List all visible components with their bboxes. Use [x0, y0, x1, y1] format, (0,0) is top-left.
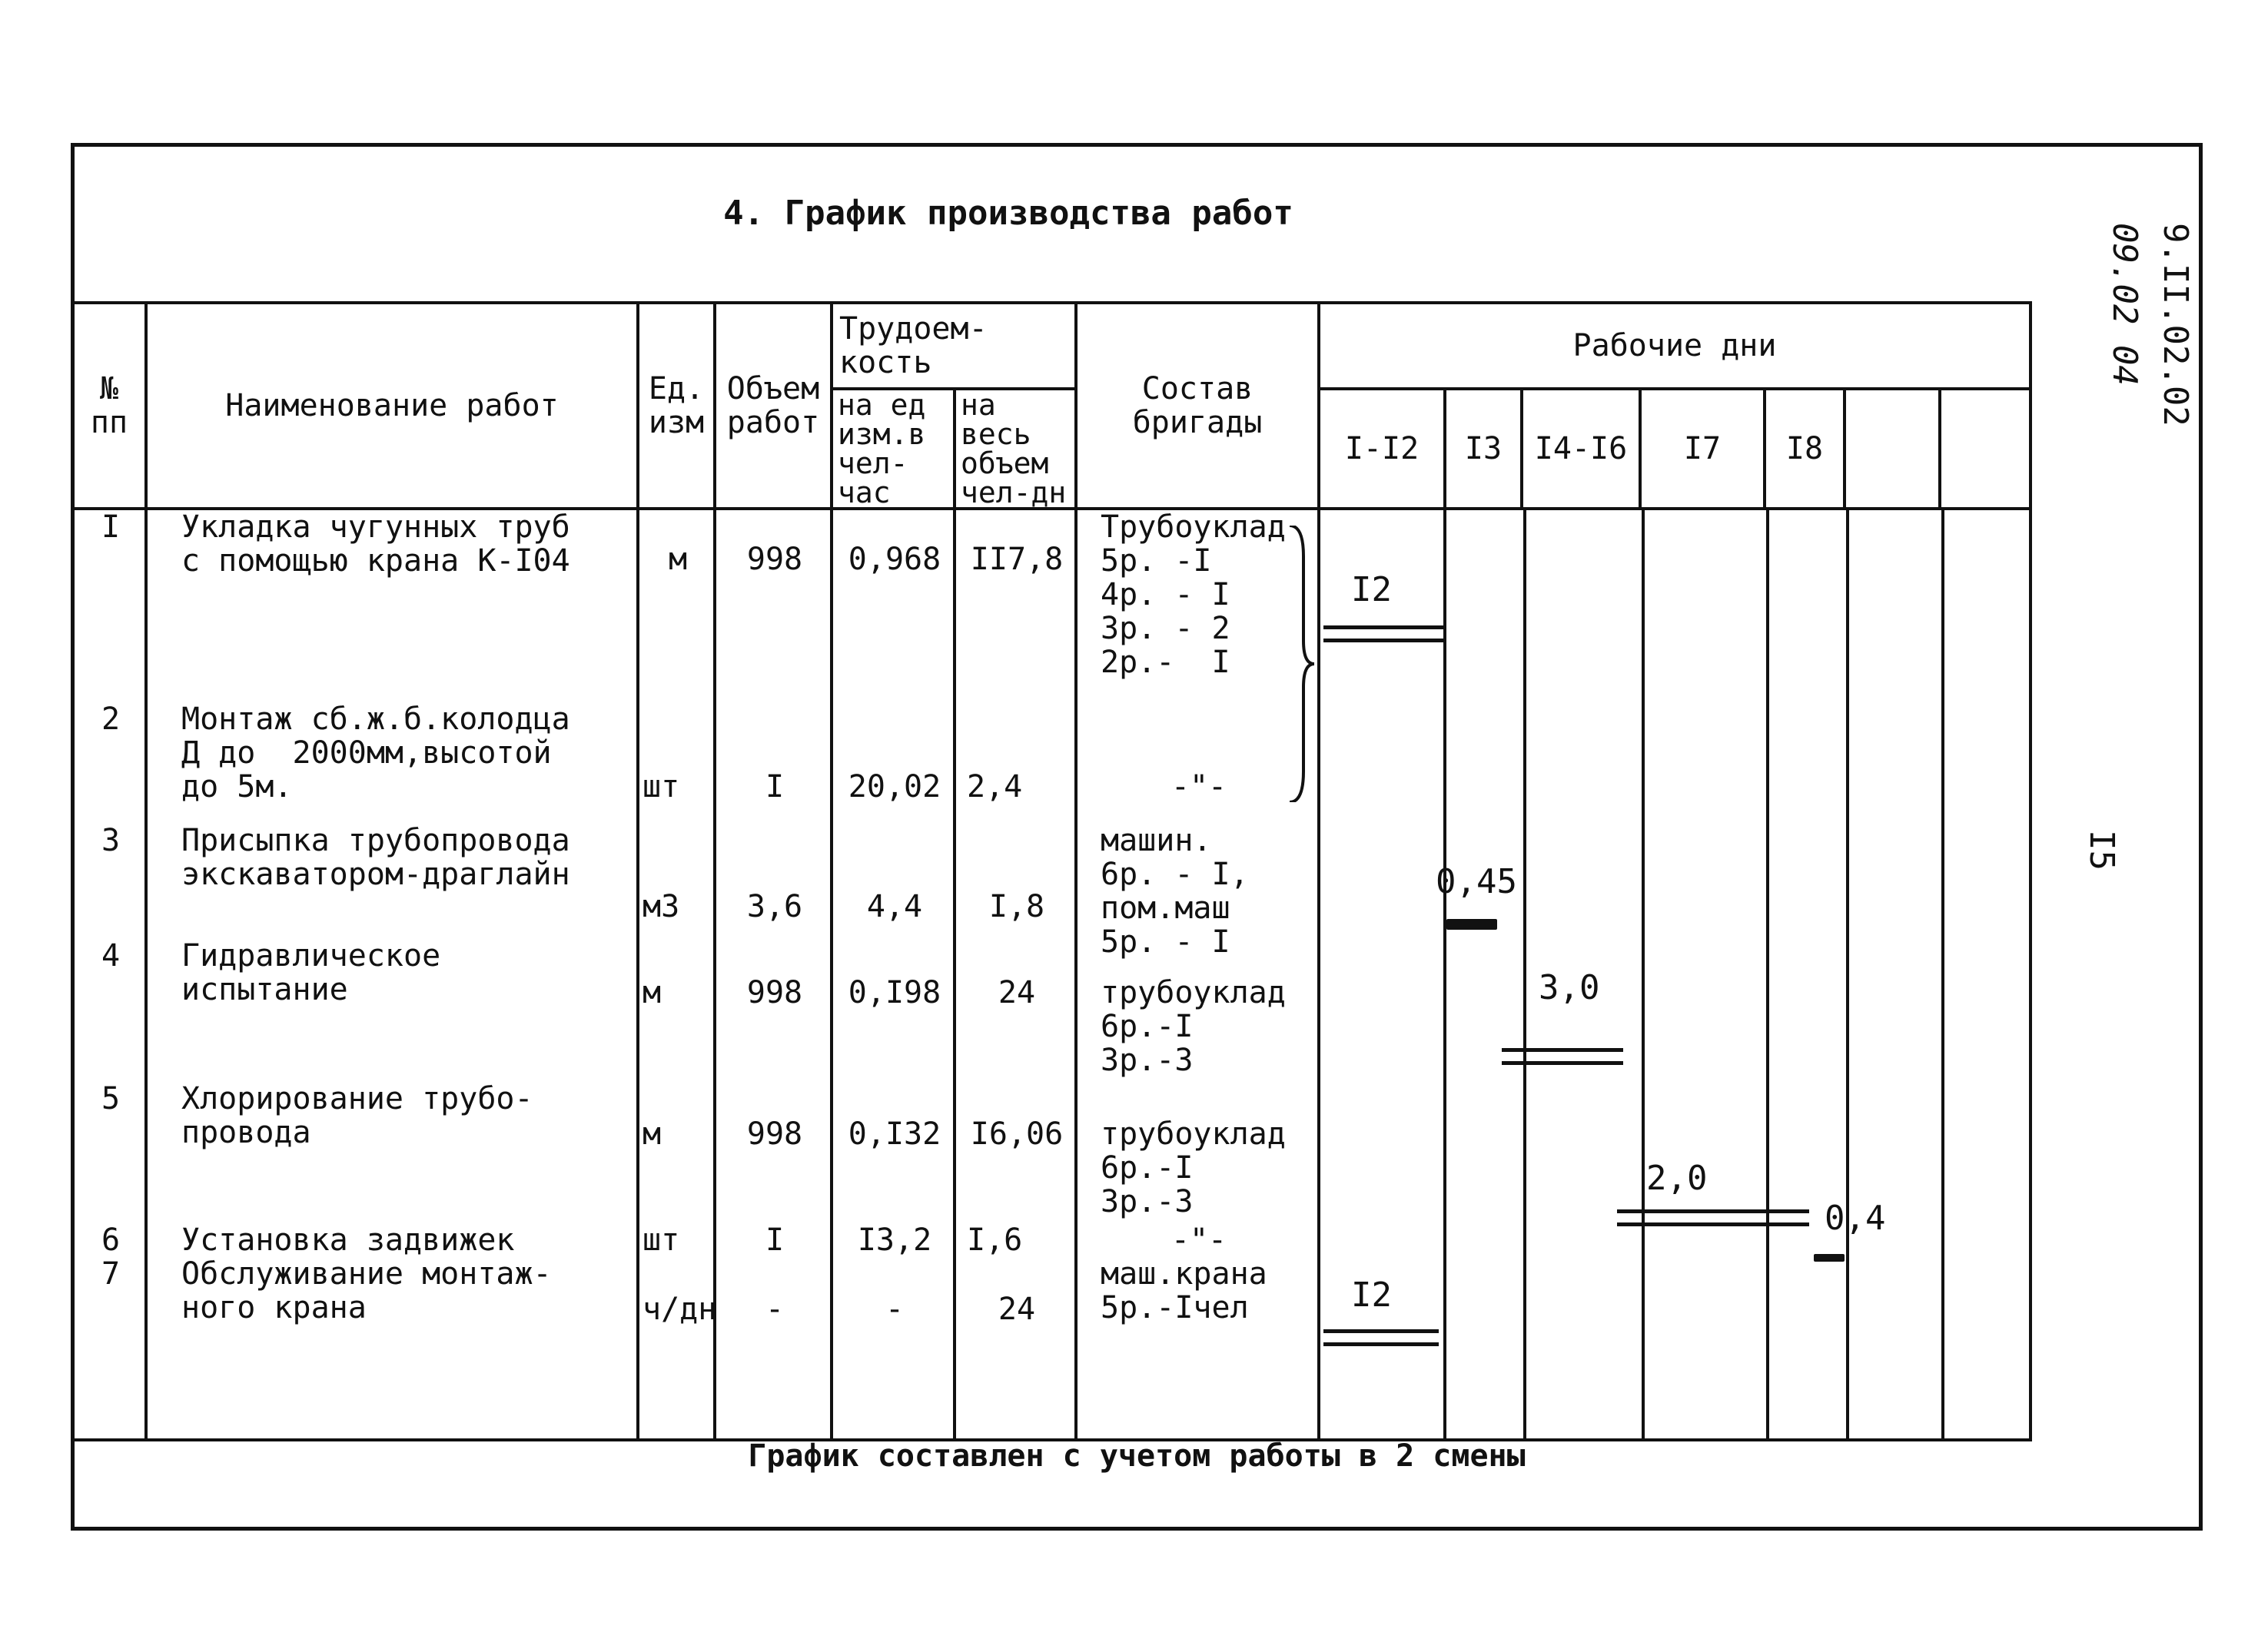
row-6-volume: I [765, 1222, 785, 1258]
row-3-crew: машин. 6р. - I, пом.маш 5р. - I [1101, 823, 1249, 960]
row-2-labor-total: 2,4 [967, 769, 1023, 804]
header-day-col-5: I8 [1765, 389, 1845, 509]
row-1-name: Укладка чугунных труб с помощью крана К-I04 [181, 509, 570, 579]
row-2-unit: шт [643, 769, 680, 804]
col-crew [1076, 509, 1319, 1440]
header-day-col-2: I3 [1445, 389, 1522, 509]
work-schedule-table [71, 301, 2032, 1441]
row-5-num: 5 [101, 1081, 121, 1116]
row-6-labor-total: I,6 [967, 1222, 1023, 1258]
schedule-area [1319, 509, 2031, 1440]
row-4-volume: 998 [746, 975, 803, 1010]
header-crew: Состав бригады [1076, 303, 1319, 509]
bar-row-5 [1617, 1209, 1809, 1226]
row-5-labor-total: I6,06 [970, 1116, 1064, 1152]
header-labor-per-unit: на ед изм.в чел- час [832, 389, 955, 509]
col-volume [715, 509, 832, 1440]
row-6-labor-unit: I3,2 [857, 1222, 932, 1258]
row-6-num: 6 [101, 1222, 121, 1258]
row-3-name: Присыпка трубопровода экскаватором-драглайн [181, 823, 570, 892]
bar-label-row-4: 3,0 [1539, 968, 1600, 1007]
header-day-col-6 [1845, 389, 1940, 509]
bar-label-row-7: I2 [1351, 1275, 1392, 1315]
row-5-name: Хлорирование трубо- провода [181, 1081, 533, 1150]
side-code-secondary: 09.02 04 [2105, 223, 2144, 386]
row-4-name: Гидравлическое испытание [181, 938, 441, 1007]
header-unit: Ед. изм [638, 303, 715, 509]
header-day-col-3: I4-I6 [1522, 389, 1640, 509]
row-4-unit: м [643, 975, 662, 1010]
row-2-volume: I [765, 769, 785, 804]
side-code-primary: 9.II.02.02 [2156, 223, 2195, 426]
row-4-labor-unit: 0,I98 [848, 975, 941, 1010]
header-labor-total: на весь объем чел-дн [955, 389, 1076, 509]
header-num: № пп [72, 303, 146, 509]
row-3-unit: м3 [643, 889, 680, 924]
bar-label-row-1: I2 [1351, 570, 1392, 609]
row-7-num: 7 [101, 1256, 121, 1292]
row-2-name: Монтаж сб.ж.б.колодца Д до 2000мм,высотой до 5м. [181, 702, 570, 804]
bar-row-3 [1446, 919, 1497, 930]
row-1-labor-unit: 0,968 [848, 542, 941, 577]
row-7-labor-unit: - [885, 1292, 905, 1327]
row-7-volume: - [765, 1292, 785, 1327]
col-name [146, 509, 638, 1440]
col-num [72, 509, 146, 1440]
row-3-volume: 3,6 [746, 889, 803, 924]
col-labor-per-unit [832, 509, 955, 1440]
header-labor: Трудоем- кость [832, 303, 1076, 389]
header-day-col-1: I-I2 [1319, 389, 1445, 509]
col-labor-total [955, 509, 1076, 1440]
crew-brace-icon [1287, 526, 1317, 802]
row-4-labor-total: 24 [998, 975, 1036, 1010]
header-day-col-7 [1940, 389, 2031, 509]
bar-row-6 [1814, 1254, 1845, 1262]
side-code [2060, 200, 2198, 461]
row-3-labor-total: I,8 [988, 889, 1045, 924]
row-1-labor-total: II7,8 [970, 542, 1064, 577]
row-2-labor-unit: 20,02 [848, 769, 941, 804]
row-2-num: 2 [101, 702, 121, 737]
header-name: Наименование работ [146, 303, 638, 509]
row-1-volume: 998 [746, 542, 803, 577]
header-day-col-4: I7 [1640, 389, 1765, 509]
page-number: I5 [2082, 830, 2121, 871]
row-6-name: Установка задвижек [181, 1222, 515, 1258]
row-4-num: 4 [101, 938, 121, 974]
row-7-unit: ч/дн [643, 1292, 717, 1327]
bar-row-1 [1323, 625, 1443, 642]
row-6-crew: -"- [1171, 1222, 1227, 1258]
row-5-volume: 998 [746, 1116, 803, 1152]
bar-label-row-6: 0,4 [1825, 1199, 1886, 1238]
row-7-crew: маш.крана 5р.-Iчел [1101, 1256, 1267, 1325]
row-3-num: 3 [101, 823, 121, 858]
row-4-crew: трубоуклад 6р.-I 3р.-3 [1101, 975, 1286, 1078]
row-1-crew: Трубоуклад 5р. -I 4р. - I 3р. - 2 2р.- I [1101, 509, 1286, 680]
bar-label-row-5: 2,0 [1646, 1159, 1708, 1198]
row-7-name: Обслуживание монтаж- ного крана [181, 1256, 552, 1325]
row-5-crew: трубоуклад 6р.-I 3р.-3 [1101, 1116, 1286, 1219]
row-1-num: I [101, 509, 121, 545]
col-unit [638, 509, 715, 1440]
row-5-labor-unit: 0,I32 [848, 1116, 941, 1152]
row-5-unit: м [643, 1116, 662, 1152]
row-6-unit: шт [643, 1222, 680, 1258]
footer-note: График составлен с учетом работы в 2 смены [748, 1438, 1526, 1474]
row-3-labor-unit: 4,4 [866, 889, 923, 924]
row-1-unit: м [668, 542, 688, 577]
row-2-crew: -"- [1171, 769, 1227, 804]
bar-row-4 [1502, 1048, 1623, 1065]
header-working-days: Рабочие дни [1319, 303, 2031, 389]
document-title: 4. График производства работ [723, 194, 1293, 233]
bar-row-7 [1323, 1329, 1439, 1346]
header-volume: Объем работ [715, 303, 832, 509]
bar-label-row-3: 0,45 [1436, 862, 1517, 901]
row-7-labor-total: 24 [998, 1292, 1036, 1327]
